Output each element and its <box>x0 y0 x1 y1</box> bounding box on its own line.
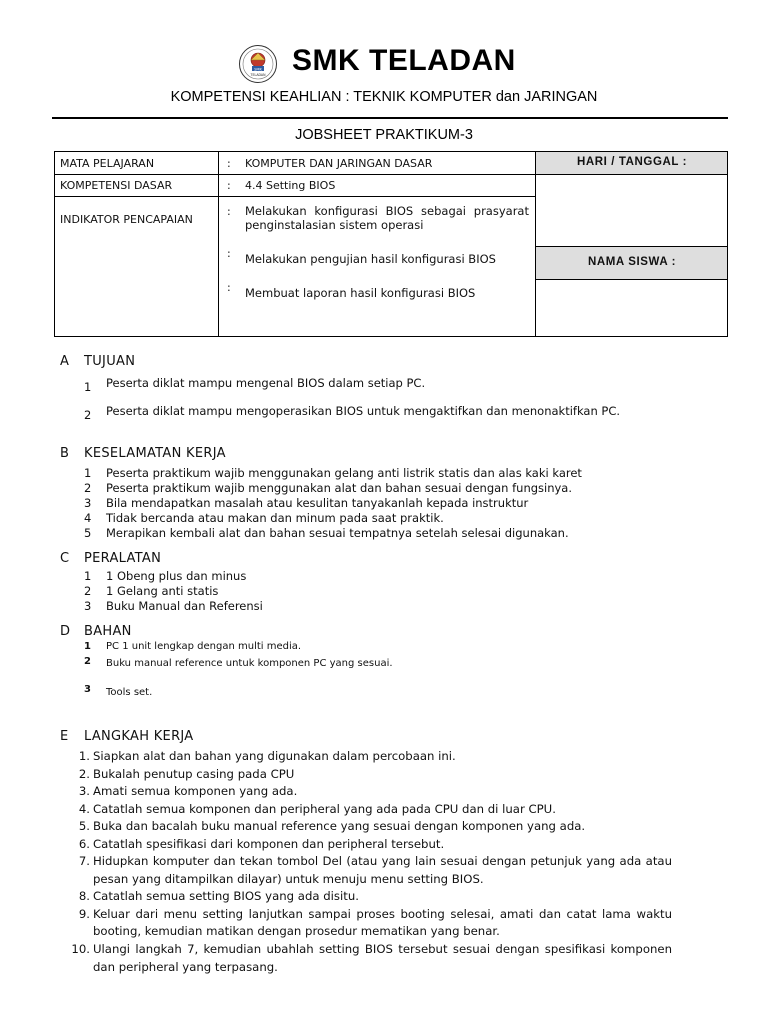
item-number: 1 <box>84 380 92 394</box>
indikator-item: Melakukan pengujian hasil konfigurasi BIOS <box>245 252 496 266</box>
item-number: 2 <box>84 584 92 598</box>
item-number: 2 <box>84 656 91 667</box>
section-title-text: PERALATAN <box>84 551 162 566</box>
kompetensi-dasar-value: 4.4 Setting BIOS <box>245 179 336 192</box>
section-letter: C <box>60 551 70 566</box>
section-tujuan-title <box>60 354 135 369</box>
indikator-label: INDIKATOR PENCAPAIAN <box>60 213 193 226</box>
section-keselamatan-title <box>60 446 226 461</box>
step-number: 6. <box>78 836 90 851</box>
step-text: Catatlah semua setting BIOS yang ada disitu. <box>93 889 359 903</box>
info-table <box>54 151 728 337</box>
step-text: Siapkan alat dan bahan yang digunakan dalam percobaan ini. <box>93 749 456 763</box>
item-number: 2 <box>84 408 92 422</box>
step-number: 9. <box>78 906 90 921</box>
step-text: Hidupkan komputer dan tekan tombol Del (atau yang lain sesuai dengan petunjuk yang ada atau pesan yang ditampilkan dilayar) untuk menuju menu setting BIOS. <box>93 854 672 886</box>
hari-tanggal-label: HARI / TANGGAL : <box>576 156 688 168</box>
item-text: Peserta praktikum wajib menggunakan alat dan bahan sesuai dengan fungsinya. <box>106 481 573 495</box>
item-text: Tools set. <box>106 687 153 698</box>
item-number: 5 <box>84 526 92 540</box>
section-title-text: LANGKAH KERJA <box>84 729 194 744</box>
mata-pelajaran-value: KOMPUTER DAN JARINGAN DASAR <box>245 157 433 170</box>
item-text: Peserta diklat mampu mengenal BIOS dalam setiap PC. <box>106 376 426 390</box>
item-text: Peserta praktikum wajib menggunakan gelang anti listrik statis dan alas kaki karet <box>106 466 582 480</box>
step-number: 7. <box>78 854 90 868</box>
item-number: 3 <box>84 599 92 613</box>
item-text: Bila mendapatkan masalah atau kesulitan tanyakanlah kepada instruktur <box>106 496 529 510</box>
step-text: Buka dan bacalah buku manual reference yang sesuai dengan komponen yang ada. <box>93 819 586 833</box>
section-title-text: TUJUAN <box>84 354 136 369</box>
section-letter: D <box>60 624 71 639</box>
header-divider <box>52 117 728 119</box>
section-letter: A <box>60 354 70 369</box>
section-title-text: BAHAN <box>84 624 132 639</box>
step-text: Catatlah semua komponen dan peripheral yang ada pada CPU dan di luar CPU. <box>93 801 556 816</box>
step-number: 4. <box>78 801 90 816</box>
item-number: 1 <box>84 466 92 480</box>
item-number: 3 <box>84 684 91 695</box>
step-text: Ulangi langkah 7, kemudian ubahlah setting BIOS tersebut sesuai dengan spesifikasi komponen dan peripheral yang terpasang. <box>93 942 672 974</box>
step-number: 1. <box>78 749 90 763</box>
nama-siswa-label: NAMA SISWA : <box>587 256 677 268</box>
colon: : <box>227 247 231 260</box>
step-number: 10. <box>71 942 90 956</box>
step-number: 8. <box>78 889 90 903</box>
colon: : <box>227 281 231 294</box>
item-text: Tidak bercanda atau makan dan minum pada saat praktik. <box>106 511 444 525</box>
logo-text-bottom: TELADAN <box>250 73 266 77</box>
item-number: 1 <box>84 641 91 652</box>
step-number: 3. <box>78 784 90 798</box>
step-number: 2. <box>78 766 90 781</box>
section-title-text: KESELAMATAN KERJA <box>84 446 226 461</box>
school-emblem-icon <box>238 44 278 84</box>
colon: : <box>227 205 231 218</box>
item-number: 1 <box>84 569 92 583</box>
item-number: 3 <box>84 496 92 510</box>
item-text: Buku Manual dan Referensi <box>106 599 263 613</box>
indikator-item: Membuat laporan hasil konfigurasi BIOS <box>245 286 476 300</box>
step-number: 5. <box>78 819 90 833</box>
logo-text-top: SMK <box>254 67 262 72</box>
item-text: Buku manual reference untuk komponen PC yang sesuai. <box>106 658 393 669</box>
item-text: 1 Gelang anti statis <box>106 584 219 598</box>
jobsheet-title: JOBSHEET PRAKTIKUM-3 <box>295 127 473 143</box>
item-number: 2 <box>84 481 92 495</box>
section-letter: E <box>60 729 69 744</box>
step-text: Bukalah penutup casing pada CPU <box>93 766 295 781</box>
colon: : <box>227 157 231 170</box>
mata-pelajaran-label: MATA PELAJARAN <box>60 157 155 170</box>
kompetensi-dasar-label: KOMPETENSI DASAR <box>60 179 173 192</box>
item-text: PC 1 unit lengkap dengan multi media. <box>106 641 302 652</box>
section-letter: B <box>60 446 70 461</box>
colon: : <box>227 179 231 192</box>
section-bahan-title <box>60 624 132 639</box>
step-text: Catatlah spesifikasi dari komponen dan peripheral tersebut. <box>93 836 445 851</box>
item-text: Merapikan kembali alat dan bahan sesuai tempatnya setelah selesai digunakan. <box>106 526 569 540</box>
section-langkah-title <box>60 729 194 744</box>
school-name: SMK TELADAN <box>292 44 516 77</box>
item-number: 4 <box>84 511 92 525</box>
competency-subtitle: KOMPETENSI KEAHLIAN : TEKNIK KOMPUTER dan JARINGAN <box>170 89 598 105</box>
step-text: Keluar dari menu setting lanjutkan sampai proses booting selesai, amati dan catat lama waktu booting, kemudian matikan dengan prosedur mematikan yang benar. <box>93 906 672 938</box>
item-text: 1 Obeng plus dan minus <box>106 569 247 583</box>
section-peralatan-title <box>60 551 161 566</box>
indikator-item: Melakukan konfigurasi BIOS sebagai prasyarat penginstalasian sistem operasi <box>245 204 529 232</box>
item-text: Peserta diklat mampu mengoperasikan BIOS untuk mengaktifkan dan menonaktifkan PC. <box>106 404 621 418</box>
step-text: Amati semua komponen yang ada. <box>93 784 298 798</box>
